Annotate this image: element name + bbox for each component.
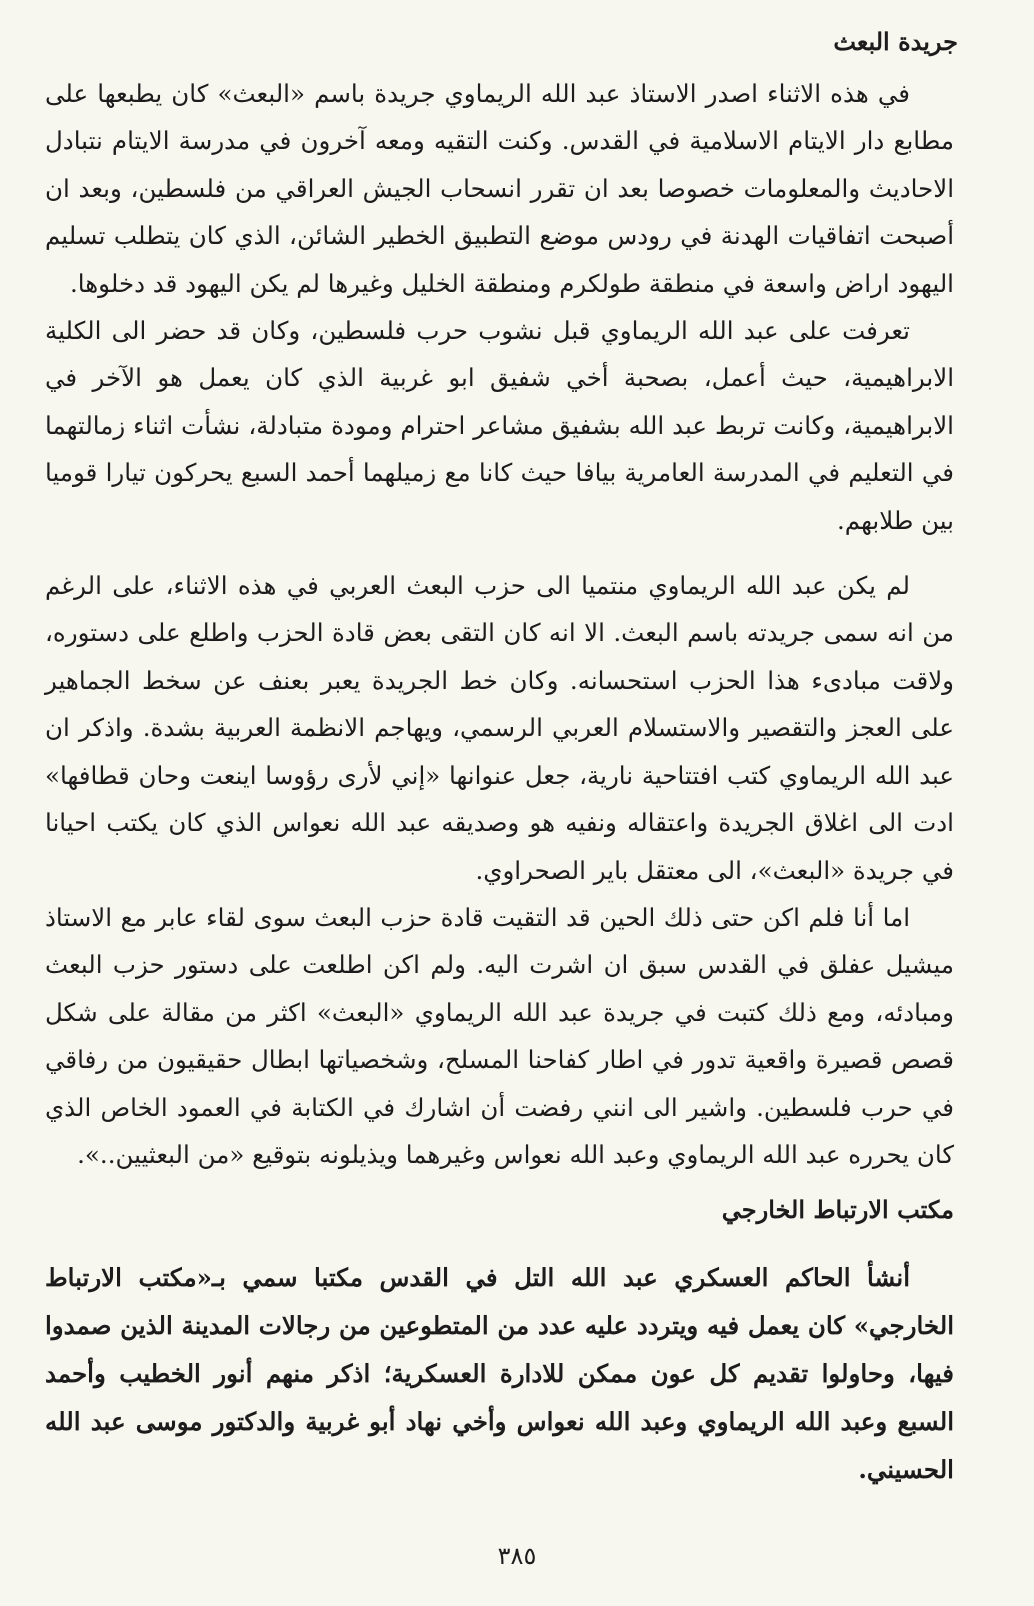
section-title-external-liaison-office: مكتب الارتباط الخارجي <box>721 1195 954 1225</box>
section-title-baath-newspaper: جريدة البعث <box>833 27 958 56</box>
paragraph-5: أنشأ الحاكم العسكري عبد الله التل في القدس مكتبا سمي بـ«مكتب الارتباط الخارجي» كان يعمل فيه ويتردد عليه عدد من المتطوعين من رجالات المدينة الذين صمدوا فيها، وحاولوا تقديم كل عون ممكن للادارة العسكرية؛ اذكر منهم أنور الخطيب وأحمد السبع وعبد الله الريماوي وعبد الله نعواس وأخي نهاد أبو غربية والدكتور موسى عبد الله الحسيني. <box>45 1263 954 1485</box>
section-external-liaison <box>45 1190 954 1494</box>
paragraph-1: في هذه الاثناء اصدر الاستاذ عبد الله الريماوي جريدة باسم «البعث» كان يطبعها على مطابع دار الايتام الاسلامية في القدس. وكنت التقيه ومعه آخرون في مدرسة الايتام نتبادل الاحاديث والمعلومات خصوصا بعد ان تقرر انسحاب الجيش العراقي من فلسطين، وبعد ان أصبحت اتفاقيات الهدنة في رودس موضع التطبيق الخطير الشائن، الذي كان يتطلب تسليم اليهود اراض واسعة في منطقة طولكرم ومنطقة الخليل وغيرها لم يكن اليهود قد دخلوها. <box>45 79 954 298</box>
page-number: ٣٨٥ <box>497 1542 537 1570</box>
paragraph-3: لم يكن عبد الله الريماوي منتميا الى حزب البعث العربي في هذه الاثناء، على الرغم من انه سمى جريدته باسم البعث. الا انه كان التقى بعض قادة الحزب واطلع على دستوره، ولاقت مبادىء هذا الحزب استحسانه. وكان خط الجريدة يعبر بعنف عن سخط الجماهير على العجز والتقصير والاستسلام العربي الرسمي، ويهاجم الانظمة العربية بشدة. واذكر ان عبد الله الريماوي كتب افتتاحية نارية، جعل عنوانها «إني لأرى رؤوسا اينعت وحان قطافها» ادت الى اغلاق الجريدة واعتقاله ونفيه هو وصديقه عبد الله نعواس الذي كان يكتب احيانا في جريدة «البعث»، الى معتقل باير الصحراوي. <box>45 571 955 885</box>
paragraph-2: تعرفت على عبد الله الريماوي قبل نشوب حرب فلسطين، وكان قد حضر الى الكلية الابراهيمية، حيث أعمل، بصحبة أخي شفيق ابو غربية الذي كان يعمل هو الآخر في الابراهيمية، وكانت تربط عبد الله بشفيق مشاعر احترام ومودة متبادلة، نشأت اثناء زمالتهما في التعليم في المدرسة العامرية بيافا حيث كانا مع زميلهما أحمد السبع يحركون تيارا قوميا بين طلابهم. <box>45 316 954 535</box>
paragraph-4: اما أنا فلم اكن حتى ذلك الحين قد التقيت قادة حزب البعث سوى لقاء عابر مع الاستاذ ميشيل عفلق في القدس سبق ان اشرت اليه. ولم اكن اطلعت على دستور حزب البعث ومبادئه، ومع ذلك كتبت في جريدة عبد الله الريماوي «البعث» اكثر من مقالة على شكل قصص قصيرة واقعية تدور في اطار كفاحنا المسلح، وشخصياتها ابطال حقيقيون من رفاقي في حرب فلسطين. واشير الى انني رفضت أن اشارك في الكتابة في العمود الخاص الذي كان يحرره عبد الله الريماوي وعبد الله نعواس وغيرهما ويذيلونه بتوقيع «من البعثيين..». <box>45 902 954 1169</box>
